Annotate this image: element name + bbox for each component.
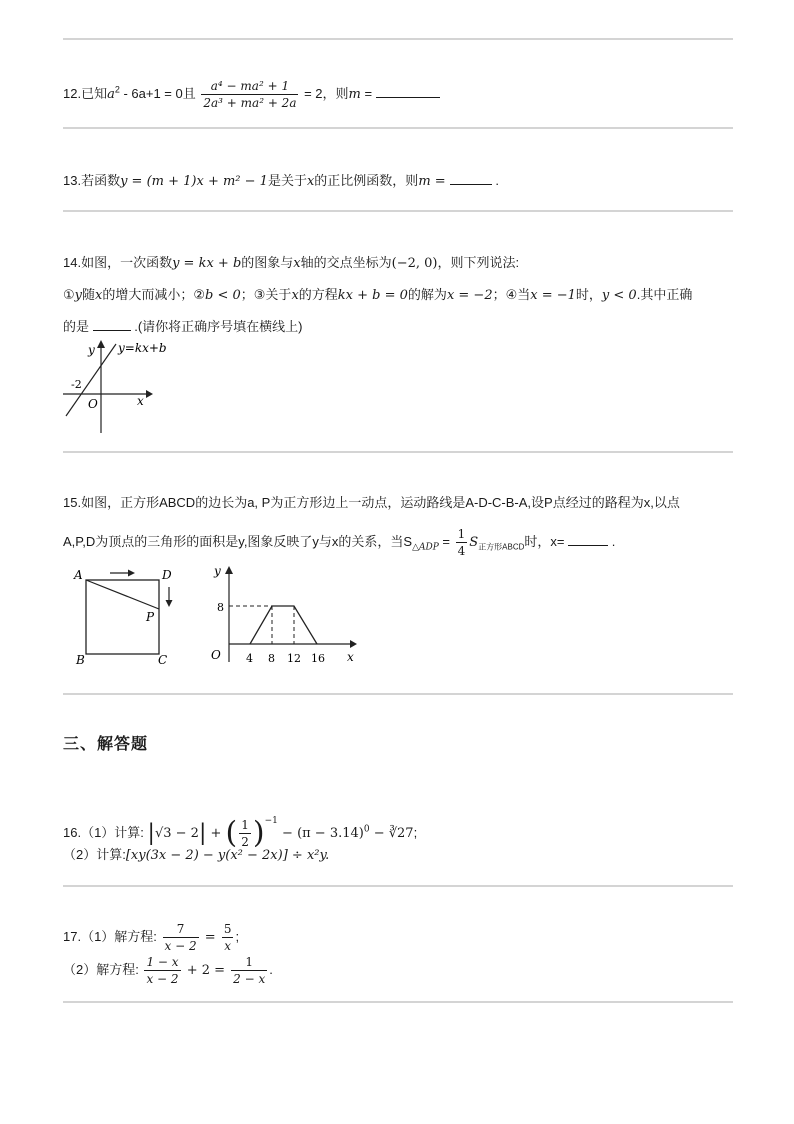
x-axis-label: x [347, 650, 354, 664]
x-axis-label: x [137, 394, 144, 408]
fraction: $\frac{1}{4}$ [457, 527, 466, 558]
q14-linear-graph [58, 338, 168, 438]
question-14-line-2: ①y随x的增大而减小；②b < 0；③关于x的方程kx + b = 0的解为x = −2；④当x = −1时，y < 0.其中正确 [63, 287, 693, 303]
paren-close: ) [252, 815, 265, 851]
x-tick: 8 [268, 652, 275, 665]
x-tick: 16 [311, 652, 325, 665]
vertex-b: B [76, 653, 85, 667]
answer-blank[interactable] [93, 318, 131, 331]
x-tick: 4 [246, 652, 253, 665]
fraction: $\frac{7}{x - 2}$ [164, 922, 197, 954]
answer-blank[interactable] [568, 533, 608, 546]
q15-area-graph [195, 562, 365, 670]
section-title: 三、解答题 [63, 736, 149, 753]
vertex-c: C [158, 653, 168, 667]
question-12: 12.已知$a^2 - 6a+1 = 0$且 $\frac{\text{a⁴ − ma² + 1}}{\text{2a³ + ma² + 2a}}$ = 2，则m = [63, 78, 440, 111]
arrow-right-head [128, 570, 135, 577]
x-axis-arrow [350, 640, 357, 648]
x-intercept-label: -2 [71, 378, 82, 391]
question-17-part-1: 17.（1）解方程: $\frac{7}{x - 2}$ = $\frac{5}{x}$ ; [63, 922, 240, 954]
divider [63, 210, 733, 212]
q15-square-figure [72, 565, 182, 670]
x-axis-arrow [146, 390, 153, 398]
divider [63, 1001, 733, 1003]
fraction: $\frac{\text{a⁴ − ma² + 1}}{\text{2a³ + ma² + 2a}}$ [203, 79, 297, 110]
segment-ap [86, 580, 159, 609]
x-tick: 12 [287, 652, 301, 665]
question-16-part-1: 16.（1）计算: |√3 − 2| + ( $\frac{1}{2}$ )$^{-1} - (\pi - 3.14)^0$ − ∛27; [63, 815, 418, 851]
question-17-part-2: （2）解方程: $\frac{1 - x}{x - 2}$ + 2 = $\frac{1}{2 - x}$ . [63, 955, 273, 987]
y-axis-label: y [214, 564, 221, 578]
fraction: $\frac{1 - x}{x - 2}$ [146, 955, 179, 987]
y-tick-8: 8 [217, 601, 224, 614]
paren-open: ( [225, 815, 238, 851]
y-axis-arrow [225, 566, 233, 574]
function-label: y=kx+b [118, 341, 167, 355]
divider [63, 38, 733, 40]
origin-label: O [88, 397, 98, 411]
fraction: $\frac{1}{2}$ [241, 818, 249, 850]
divider [63, 127, 733, 129]
abs-bar: | [147, 820, 155, 846]
fraction: $\frac{1}{2 - x}$ [233, 955, 266, 987]
divider [63, 693, 733, 695]
point-p: P [146, 610, 155, 624]
divider [63, 451, 733, 453]
area-curve [250, 606, 317, 644]
question-15-line-2: A,P,D为顶点的三角形的面积是y,图象反映了y与x的关系，当$S_{\triangle ADP}$ = $\frac{1}{4}$ $S_{正方形ABCD}$时，x= . [63, 527, 616, 558]
arrow-down-head [166, 600, 173, 607]
abs-bar: | [198, 820, 207, 846]
answer-blank[interactable] [450, 172, 492, 185]
question-13: 13.若函数y = (m + 1)x + m² − 1是关于x的正比例函数，则m = . [63, 173, 500, 189]
question-14-line-3: 的是 .(请你将正确序号填在横线上) [63, 319, 303, 334]
question-16-part-2: （2）计算:[xy(3x − 2) − y(x² − 2x)] ÷ x²y. [63, 847, 330, 863]
vertex-a: A [74, 568, 83, 582]
question-15-line-1: 15.如图，正方形ABCD的边长为a, P为正方形边上一动点，运动路线是A-D-C-B-A,设P点经过的路程为x,以点 [63, 495, 680, 510]
question-14-line-1: 14.如图，一次函数y = kx + b的图象与x轴的交点坐标为(−2, 0)，则下列说法: [63, 255, 520, 271]
fraction: $\frac{5}{x}$ [223, 922, 232, 954]
y-axis-label: y [88, 343, 95, 357]
divider [63, 885, 733, 887]
y-axis-arrow [97, 340, 105, 348]
vertex-d: D [162, 568, 172, 582]
origin-label: O [211, 648, 221, 662]
answer-blank[interactable] [376, 85, 440, 98]
